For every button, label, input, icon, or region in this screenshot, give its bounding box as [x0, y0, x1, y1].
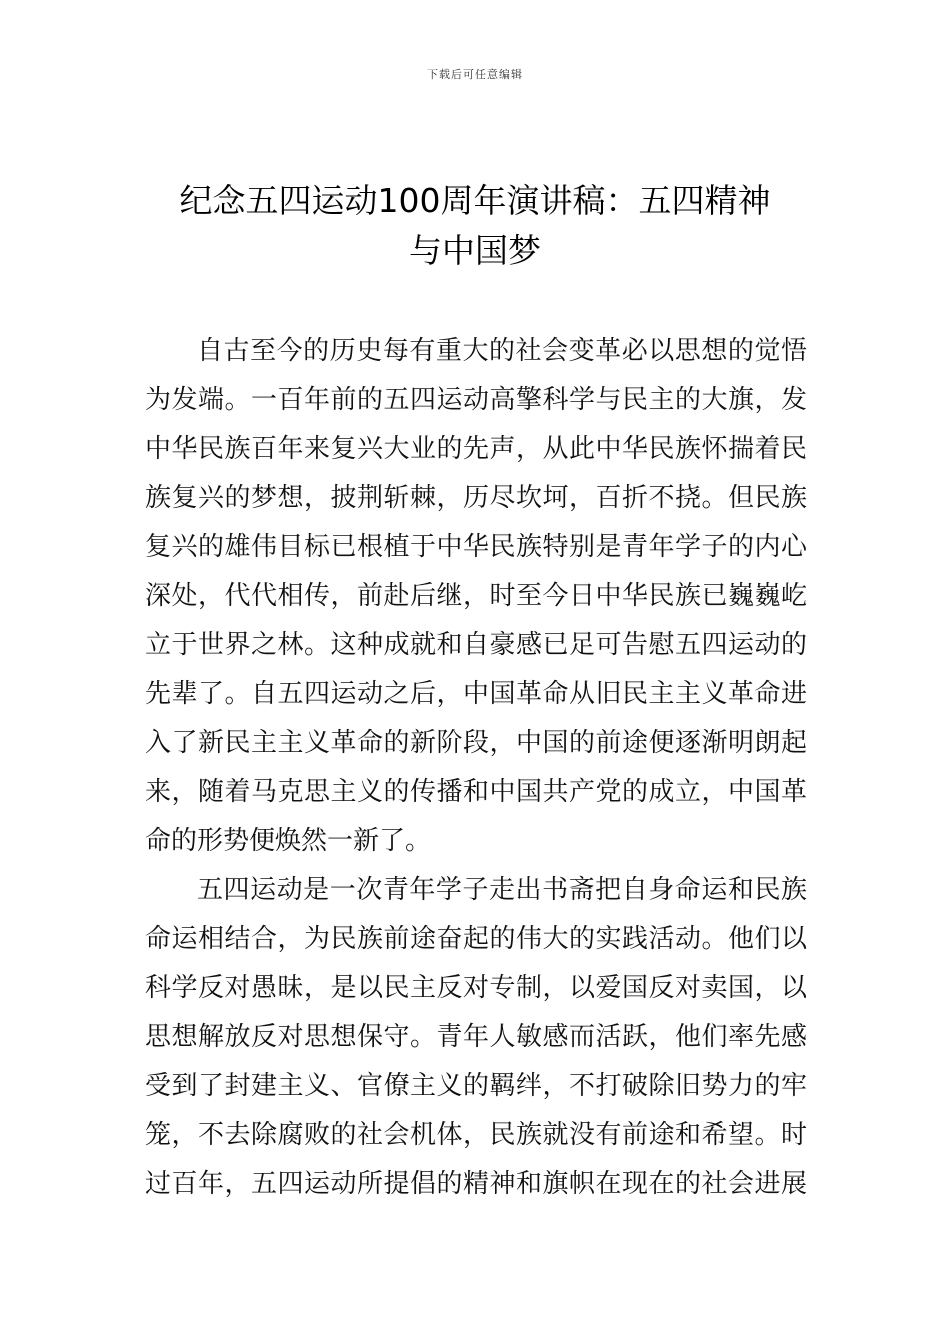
- paragraph-line: 为发端。一百年前的五四运动高擎科学与民主的大旗，发: [145, 385, 807, 415]
- paragraph-line: 先辈了。自五四运动之后，中国革命从旧民主主义革命进: [145, 679, 807, 709]
- paragraph-line: 深处，代代相传，前赴后继，时至今日中华民族已巍巍屹: [145, 581, 807, 611]
- paragraph-line: 受到了封建主义、官僚主义的羁绊，不打破除旧势力的牢: [145, 1071, 807, 1101]
- paragraph-1: [145, 327, 807, 866]
- paragraph-line: 中华民族百年来复兴大业的先声，从此中华民族怀揣着民: [145, 434, 807, 464]
- title-line-2: 与中国梦: [409, 231, 541, 270]
- paragraph-line: 立于世界之林。这种成就和自豪感已足可告慰五四运动的: [145, 630, 807, 660]
- paragraph-line: 自古至今的历史每有重大的社会变革必以思想的觉悟: [197, 336, 807, 366]
- paragraph-line: 笼，不去除腐败的社会机体，民族就没有前途和希望。时: [145, 1120, 807, 1150]
- paragraph-line: 科学反对愚昧，是以民主反对专制，以爱国反对卖国，以: [145, 973, 807, 1003]
- document-title: [140, 176, 810, 276]
- paragraph-line: 命运相结合，为民族前途奋起的伟大的实践活动。他们以: [145, 924, 807, 954]
- paragraph-line: 族复兴的梦想，披荆斩棘，历尽坎坷，百折不挠。但民族: [145, 483, 807, 513]
- paragraph-2: [145, 866, 807, 1209]
- paragraph-line: 复兴的雄伟目标已根植于中华民族特别是青年学子的内心: [145, 532, 807, 562]
- paragraph-line: 五四运动是一次青年学子走出书斋把自身命运和民族: [197, 875, 807, 905]
- header-note: 下载后可任意编辑: [427, 68, 523, 81]
- paragraph-line: 过百年，五四运动所提倡的精神和旗帜在现在的社会进展: [145, 1169, 807, 1199]
- paragraph-line: 入了新民主主义革命的新阶段，中国的前途便逐渐明朗起: [145, 728, 807, 758]
- title-line-1: 纪念五四运动100周年演讲稿：五四精神: [179, 181, 771, 220]
- paragraph-line: 来，随着马克思主义的传播和中国共产党的成立，中国革: [145, 777, 807, 807]
- document-body: [145, 327, 807, 1209]
- paragraph-line: 思想解放反对思想保守。青年人敏感而活跃，他们率先感: [145, 1022, 807, 1052]
- paragraph-line: 命的形势便焕然一新了。: [145, 826, 432, 856]
